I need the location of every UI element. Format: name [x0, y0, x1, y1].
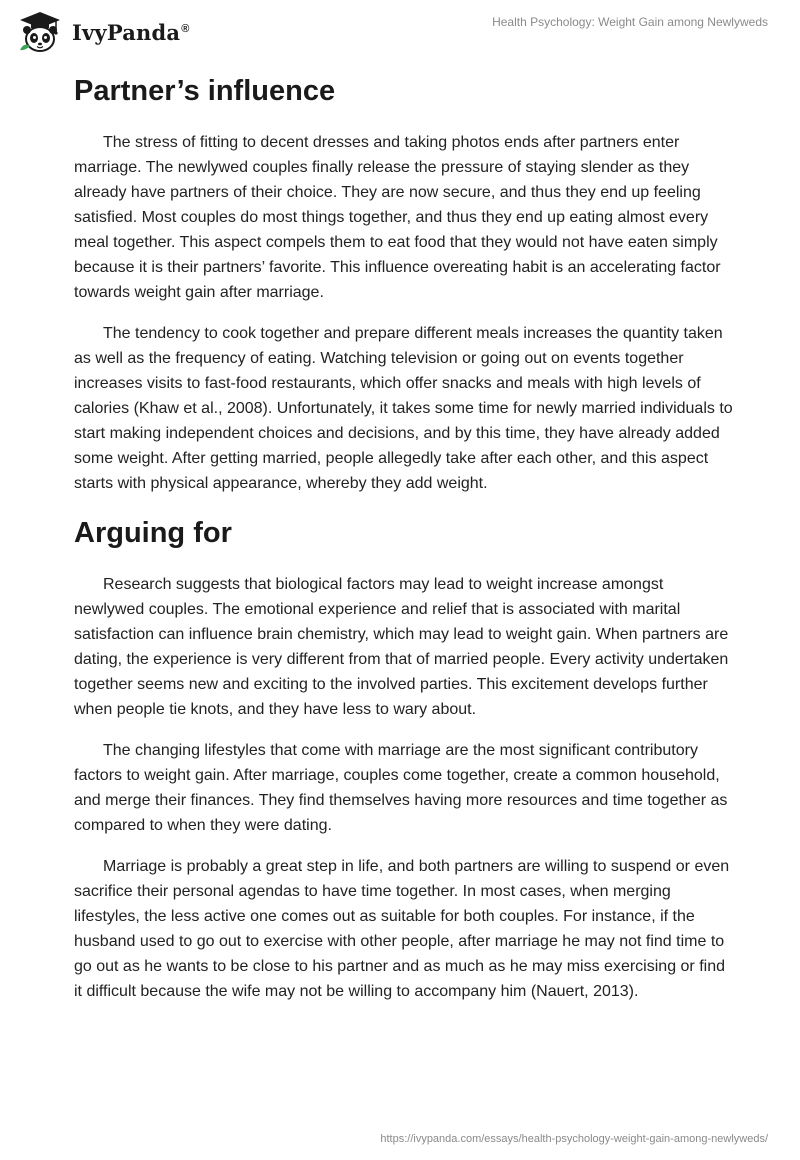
- section-heading: Arguing for: [74, 517, 232, 549]
- paragraph: Marriage is probably a great step in life, and both partners are willing to suspend or even sacrifice their personal agendas to have time together. In most cases, when merging lifestyles, the less active one comes out as suitable for both couples. For instance, if the husband used to go out to exercise with other people, after marriage he may not find time to go out as he wants to be close to his partner and as much as he may miss exercising or find it difficult because the wife may not be willing to accompany him (Nauert, 2013).: [74, 858, 730, 1000]
- paragraph: The stress of fitting to decent dresses and taking photos ends after partners enter marriage. The newlywed couples finally release the pressure of staying slender as they already have partners of their choice. They are now secure, and thus they end up feeling satisfied. Most couples do most things together, and thus they end up eating almost every meal together. This aspect compels them to eat food that they would not have eaten simply because it is their partners’ favorite. This influence overeating habit is an accelerating factor towards weight gain after marriage.: [74, 134, 721, 301]
- section-arguing-for: [74, 512, 734, 1004]
- section-heading: Partner’s influence: [74, 75, 336, 107]
- logo-wordmark: [72, 20, 190, 45]
- ivypanda-logo[interactable]: [16, 10, 190, 54]
- page-header: [0, 0, 800, 60]
- panda-graduate-icon: [16, 10, 64, 54]
- logo-name: IvyPanda: [72, 19, 181, 45]
- paragraph: Research suggests that biological factors may lead to weight increase amongst newlywed couples. The emotional experience and relief that is associated with marital satisfaction can influence brain chemistry, which may lead to weight gain. When partners are dating, the experience is very different from that of married people. Every activity undertaken together seems new and exciting to the involved parties. This excitement develops further when people tie knots, and they have less to wary about.: [74, 576, 729, 718]
- document-title: Health Psychology: Weight Gain among Newlyweds: [492, 15, 768, 29]
- section-partners-influence: [74, 70, 734, 496]
- essay-body: [74, 70, 734, 1020]
- registered-mark: ®: [181, 22, 190, 35]
- paragraph: The changing lifestyles that come with marriage are the most significant contributory factors to weight gain. After marriage, couples come together, create a common household, and merge their finances. They find themselves having more resources and time together as compared to when they were dating.: [74, 742, 728, 834]
- source-url[interactable]: https://ivypanda.com/essays/health-psychology-weight-gain-among-newlyweds/: [380, 1133, 768, 1145]
- paragraph: The tendency to cook together and prepare different meals increases the quantity taken as well as the frequency of eating. Watching television or going out on events together increases visits to fast-food restaurants, which offer snacks and meals with high levels of calories (Khaw et al., 2008). Unfortunately, it takes some time for newly married individuals to start making independent choices and decisions, and by this time, they have already added some weight. After getting married, people allegedly take after each other, and this aspect starts with physical appearance, whereby they add weight.: [74, 325, 733, 492]
